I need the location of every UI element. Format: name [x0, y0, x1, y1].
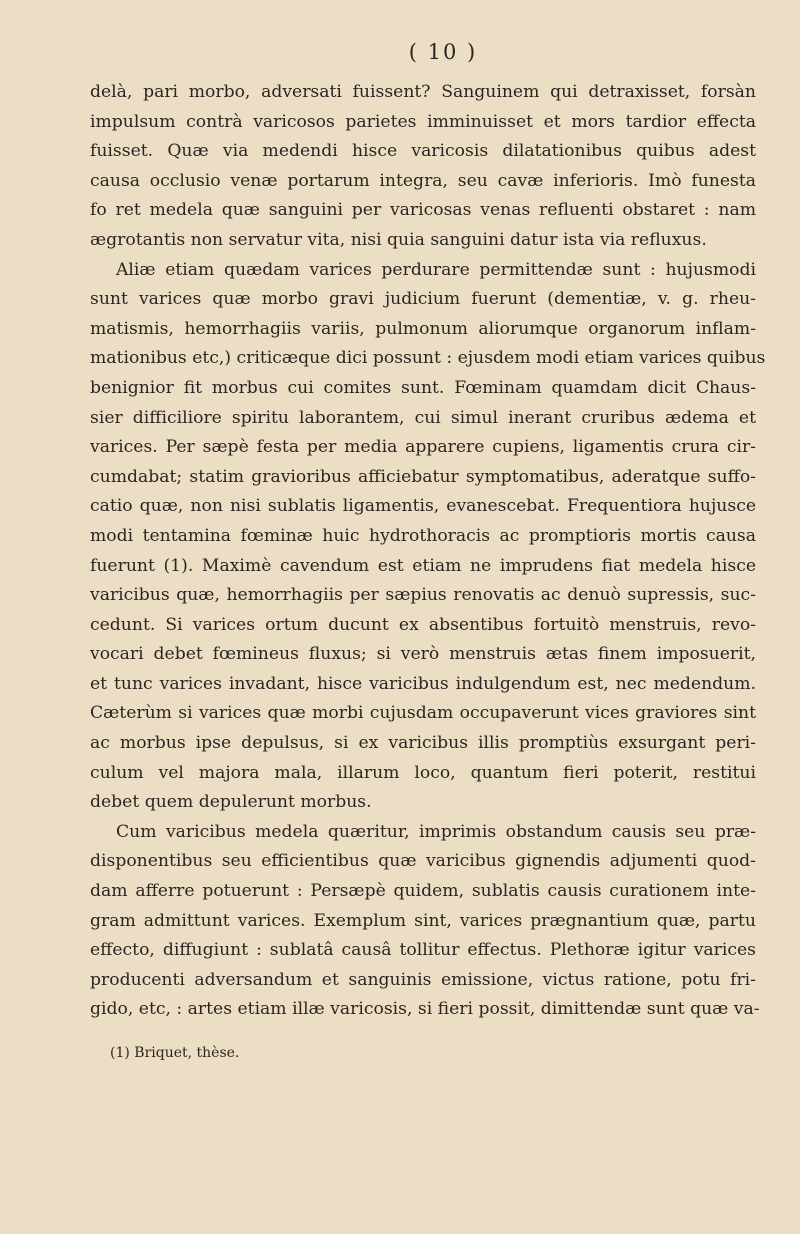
- text-line: ægrotantis non servatur vita, nisi quia sanguini datur ista via refluxus.: [90, 229, 707, 250]
- paragraph-2: [90, 256, 766, 818]
- text-line: mationibus etc,) criticæque dici possunt : ejusdem modi etiam varices quibus: [90, 348, 766, 369]
- text-line: debet quem depulerunt morbus.: [90, 792, 372, 813]
- text-line: benignior fit morbus cui comites sunt. Fœminam quamdam dicit Chaus-: [90, 377, 756, 398]
- text-line: effecto, diffugiunt : sublatâ causâ tollitur effectus. Plethoræ igitur varices: [90, 940, 756, 961]
- text-line: ac morbus ipse depulsus, si ex varicibus illis promptiùs exsurgant peri-: [90, 733, 756, 754]
- text-line: producenti adversandum et sanguinis emissione, victus ratione, potu fri-: [90, 969, 756, 990]
- text-line: gido, etc, : artes etiam illæ varicosis, si fieri possit, dimittendæ sunt quæ va-: [90, 999, 760, 1020]
- text-line: sier difficiliore spiritu laborantem, cui simul inerant cruribus ædema et: [90, 407, 756, 428]
- footnote: (1) Briquet, thèse.: [110, 1045, 240, 1061]
- text-line: gram admittunt varices. Exemplum sint, varices prægnantium quæ, partu: [90, 910, 756, 931]
- text-line: vocari debet fœmineus fluxus; si verò menstruis ætas finem imposuerit,: [90, 644, 756, 665]
- paragraph-3: [90, 818, 760, 1025]
- text-line: fuerunt (1). Maximè cavendum est etiam ne imprudens fiat medela hisce: [90, 555, 756, 576]
- text-line: fo ret medela quæ sanguini per varicosas venas refluenti obstaret : nam: [90, 200, 756, 221]
- text-line: matismis, hemorrhagiis variis, pulmonum aliorumque organorum inflam-: [90, 318, 756, 339]
- text-line: delà, pari morbo, adversati fuissent? Sanguinem qui detraxisset, forsàn: [90, 82, 756, 102]
- text-line: Cæterùm si varices quæ morbi cujusdam occupaverunt vices graviores sint: [90, 703, 756, 724]
- text-line: catio quæ, non nisi sublatis ligamentis, evanescebat. Frequentiora hujusce: [90, 496, 756, 517]
- text-line: modi tentamina fœminæ huic hydrothoracis ac promptioris mortis causa: [90, 525, 756, 546]
- text-line: fuisset. Quæ via medendi hisce varicosis dilatationibus quibus adest: [90, 141, 756, 162]
- text-line: disponentibus seu efficientibus quæ varicibus gignendis adjumenti quod-: [90, 851, 756, 872]
- text-line: et tunc varices invadant, hisce varicibus indulgendum est, nec medendum.: [90, 673, 756, 694]
- text-line: varicibus quæ, hemorrhagiis per sæpius renovatis ac denuò supressis, suc-: [90, 585, 756, 606]
- text-line: sunt varices quæ morbo gravi judicium fuerunt (dementiæ, v. g. rheu-: [90, 289, 756, 310]
- text-line: Cum varicibus medela quæritur, imprimis obstandum causis seu præ-: [116, 821, 756, 842]
- text-line: impulsum contrà varicosos parietes imminuisset et mors tardior effecta: [90, 111, 756, 132]
- page-number: ( 10 ): [408, 40, 478, 64]
- text-line: cedunt. Si varices ortum ducunt ex absentibus fortuitò menstruis, revo-: [90, 614, 756, 635]
- text-line: causa occlusio venæ portarum integra, seu cavæ inferioris. Imò funesta: [90, 170, 756, 191]
- text-line: cumdabat; statim gravioribus afficiebatur symptomatibus, aderatque suffo-: [90, 466, 756, 487]
- text-line: Aliæ etiam quædam varices perdurare permittendæ sunt : hujusmodi: [116, 259, 756, 280]
- text-line: varices. Per sæpè festa per media apparere cupiens, ligamentis crura cir-: [90, 437, 756, 458]
- paragraph-1: [90, 78, 756, 256]
- text-line: dam afferre potuerunt : Persæpè quidem, sublatis causis curationem inte-: [90, 881, 756, 902]
- text-line: culum vel majora mala, illarum loco, quantum fieri poterit, restitui: [90, 762, 756, 783]
- body-text: [90, 78, 766, 1025]
